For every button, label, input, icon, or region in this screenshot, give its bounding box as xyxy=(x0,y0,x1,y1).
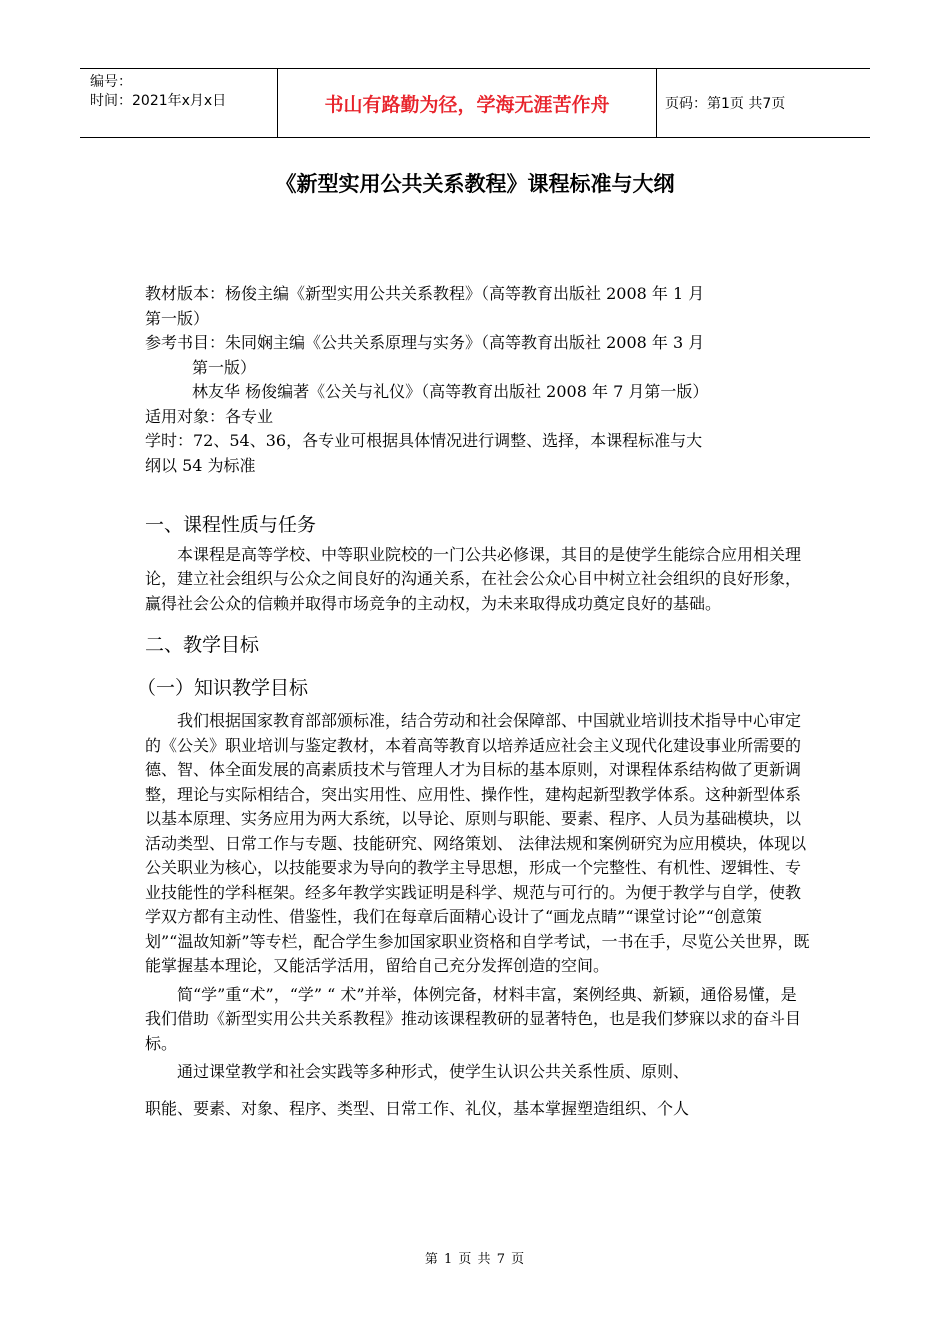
section-2-paragraph-3-line-2: 职能、要素、对象、程序、类型、日常工作、礼仪，基本掌握塑造组织、个人 xyxy=(145,1098,690,1118)
reference-line-1: 参考书目：朱同娴主编《公共关系原理与实务》（高等教育出版社 2008 年 3 月 xyxy=(145,333,705,352)
section-2-subheading: （一）知识教学目标 xyxy=(137,676,309,699)
section-2-heading: 二、教学目标 xyxy=(145,634,260,656)
header-slogan: 书山有路勤为径，学海无涯苦作舟 xyxy=(278,69,657,137)
textbook-line-2: 第一版） xyxy=(145,308,210,328)
section-1-heading: 一、课程性质与任务 xyxy=(145,514,317,536)
document-body xyxy=(137,282,810,1121)
hours-line-2: 纲以 54 为标准 xyxy=(145,455,256,475)
section-1-paragraph: 本课程是高等学校、中等职业院校的一门公共必修课，其目的是使学生能综合应用相关理论，建立社会组织与公众之间良好的沟通关系，在社会公众心目中树立社会组织的良好形象，赢得社会公众的信赖并取得市场竞争的主动权，为未来取得成功奠定良好的基础。 xyxy=(145,544,802,613)
audience-line: 适用对象：各专业 xyxy=(145,406,274,426)
page-footer: 第 1 页 共 7 页 xyxy=(424,1252,526,1267)
header-time: 时间：2021年x月x日 xyxy=(90,93,227,109)
textbook-line-1: 教材版本：杨俊主编《新型实用公共关系教程》（高等教育出版社 2008 年 1 月 xyxy=(145,284,705,303)
header-meta xyxy=(80,69,278,137)
section-2-paragraph-2: 简“学”重“术”，“学” “ 术”并举，体例完备，材料丰富，案例经典、新颖，通俗易懂，是我们借助《新型实用公共关系教程》推动该课程教研的显著特色，也是我们梦寐以求的奋斗目标。 xyxy=(145,984,802,1053)
section-2-paragraph-3-line-1: 通过课堂教学和社会实践等多种形式，使学生认识公共关系性质、原则、 xyxy=(177,1062,690,1081)
header-code: 编号： xyxy=(90,74,132,90)
page-header xyxy=(80,68,870,138)
reference-line-2: 第一版） xyxy=(192,357,257,377)
header-page-info: 页码：第1页 共7页 xyxy=(665,96,786,112)
hours-line-1: 学时：72、54、36，各专业可根据具体情况进行调整、选择，本课程标准与大 xyxy=(145,431,703,450)
reference-line-3: 林友华 杨俊编著《公关与礼仪》（高等教育出版社 2008 年 7 月第一版） xyxy=(192,382,709,401)
document-title: 《新型实用公共关系教程》课程标准与大纲 xyxy=(275,172,675,196)
section-2-paragraph-1: 我们根据国家教育部部颁标准，结合劳动和社会保障部、中国就业培训技术指导中心审定的《公关》职业培训与鉴定教材，本着高等教育以培养适应社会主义现代化建设事业所需要的德、智、体全面发展的高素质技术与管理人才为目标的基本原则，对课程体系结构做了更新调整，理论与实际相结合，突出实用性、应用性、操作性，建构起新型教学体系。这种新型体系以基本原理、实务应用为两大系统，以导论、原则与职能、要素、程序、人员为基础模块，以活动类型、日常工作与专题、技能研究、网络策划、 法律法规和案例研究为应用模块，体现以公关职业为核心，以技能要求为导向的教学主导思想，形成一个完整性、有机性、逻辑性、专业技能性的学科框架。经多年教学实践证明是科学、规范与可行的。为便于教学与自学，使教学双方都有主动性、借鉴性，我们在每章后面精心设计了“画龙点睛”“课堂讨论”“创意策划”“温故知新”等专栏，配合学生参加国家职业资格和自学考试，一书在手，尽览公关世界，既能掌握基本理论，又能活学活用，留给自己充分发挥创造的空间。 xyxy=(145,711,810,975)
